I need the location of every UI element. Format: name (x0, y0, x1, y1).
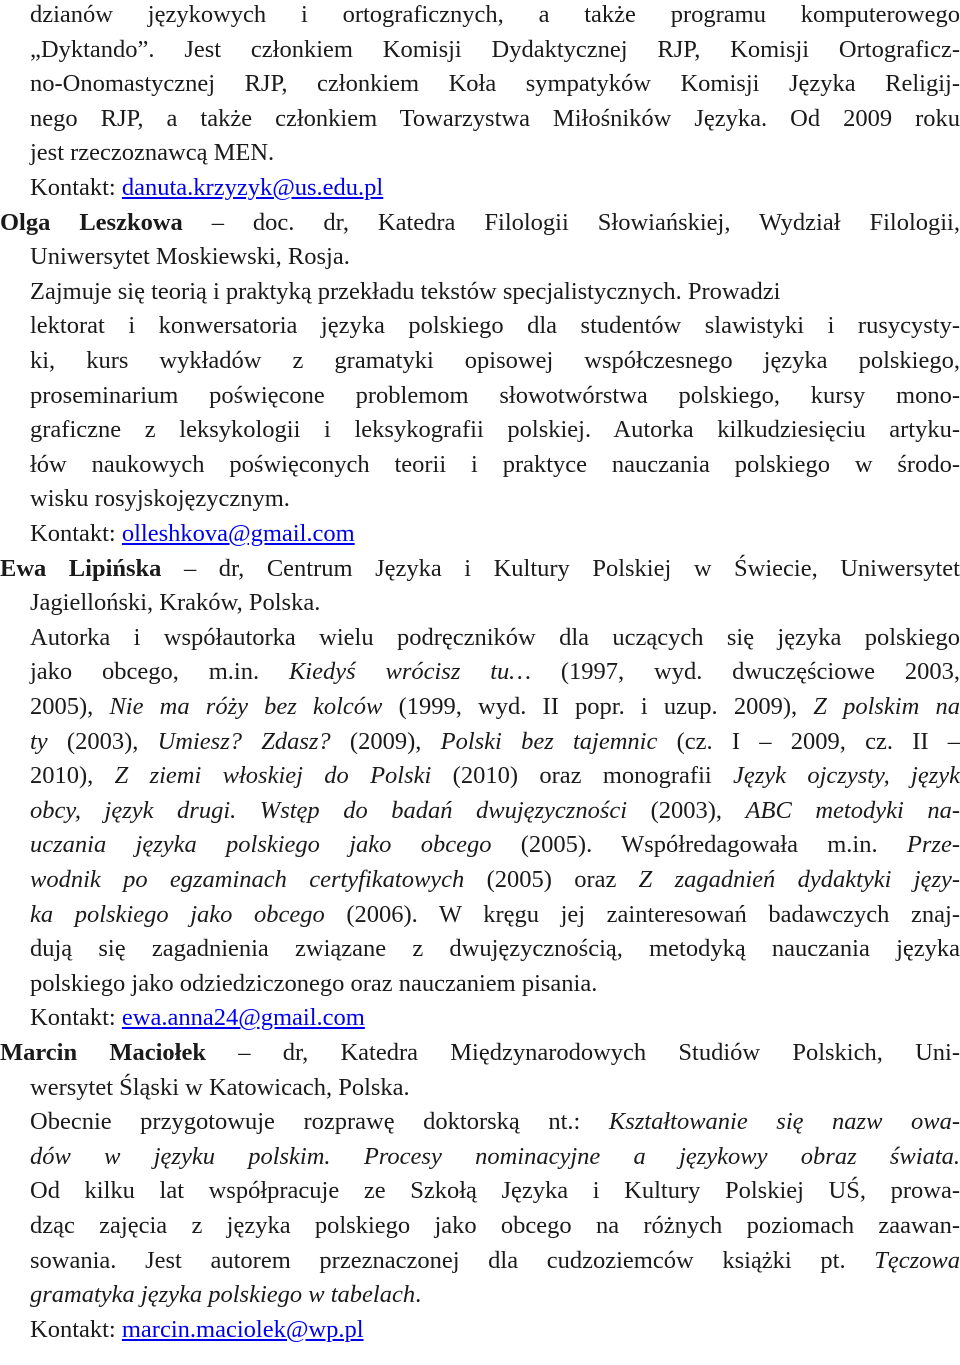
text-run: Kontakt: (30, 174, 122, 201)
text-line (0, 0, 960, 32)
text-run: polskiego jako odziedziczonego oraz nauczaniem pisania. (30, 969, 598, 997)
title-italic: wodnik po egzaminach certyfikatowych (30, 866, 465, 893)
text-run: no-Onomastycznej RJP, członkiem Koła sympatyków Komisji Języka Religij- (30, 70, 960, 98)
text-run: Uniwersytet Moskiewski, Rosja. (30, 243, 350, 271)
text-run: nego RJP, a także członkiem Towarzystwa Miłośników Języka. Od 2009 roku (30, 104, 960, 132)
text-run: Kontakt: (30, 520, 122, 547)
text-line (0, 1105, 960, 1139)
text-line (0, 1071, 960, 1105)
text-line (0, 171, 960, 205)
text-run: (2003), (47, 727, 158, 755)
text-run: wisku rosyjskojęzycznym. (30, 485, 290, 513)
text-line (0, 655, 960, 689)
text-run: Obecnie przygotowuje rozprawę doktorską nt.: (30, 1108, 609, 1136)
text-run: dują się zagadnienia związane z dwujęzycznością, metodyką nauczania języka (30, 935, 960, 963)
text-run: 2010), (30, 762, 115, 790)
text-line (0, 413, 960, 447)
text-line (0, 1278, 960, 1312)
text-run: łów naukowych poświęconych teorii i praktyce nauczania polskiego w środo- (30, 450, 960, 478)
text-line (0, 967, 960, 1001)
text-run: – dr, Katedra Międzynarodowych Studiów Polskich, Uni- (205, 1039, 960, 1066)
text-run: dzianów językowych i ortograficznych, a także programu komputerowego (30, 1, 960, 28)
text-run: (1999, wyd. II popr. i uzup. 2009), (382, 693, 814, 720)
text-run: graficzne z leksykologii i leksykografii polskiej. Autorka kilkudziesięciu artyku- (30, 416, 960, 444)
title-italic: ka polskiego jako obcego (30, 900, 325, 928)
text-run: wersytet Śląski w Katowicach, Polska. (30, 1073, 410, 1101)
text-run: (2003), (627, 796, 746, 824)
title-italic: Nie ma róży bez kolców (109, 693, 383, 720)
text-line (0, 275, 960, 309)
text-line (0, 1140, 960, 1174)
title-italic: Kształtowanie się nazw owa- (608, 1108, 960, 1136)
text-line (0, 1174, 960, 1208)
email-link[interactable]: marcin.maciolek@wp.pl (121, 1315, 364, 1343)
text-run: sowania. Jest autorem przeznaczonej dla cudzoziemców książki pt. (30, 1246, 875, 1274)
text-line (0, 759, 960, 793)
title-italic: Z polskim na (813, 693, 960, 720)
text-line (0, 448, 960, 482)
text-line (0, 1313, 960, 1347)
text-run: Od kilku lat współpracuje ze Szkołą Języka i Kultury Polskiej UŚ, prowa- (30, 1177, 960, 1205)
text-run: lektorat i konwersatoria języka polskiego dla studentów slawistyki i rusycysty- (30, 312, 960, 340)
text-run: – dr, Centrum Języka i Kultury Polskiej w Świecie, Uniwersytet (161, 554, 960, 582)
title-italic: Polski bez tajemnic (440, 727, 658, 755)
text-line (0, 863, 960, 897)
text-line (0, 309, 960, 343)
text-run: Kontakt: (30, 1004, 122, 1032)
text-line (0, 932, 960, 966)
title-italic: gramatyka języka polskiego w tabelach (30, 1281, 416, 1309)
text-run: Autorka i współautorka wielu podręczników dla uczących się języka polskiego (30, 623, 960, 651)
text-line (0, 1001, 960, 1035)
email-link[interactable]: ewa.anna24@gmail.com (121, 1004, 365, 1032)
title-italic: Kiedyś wrócisz tu… (288, 658, 532, 686)
text-run: Zajmuje się teorią i praktyką przekładu tekstów specjalistycznych. Prowadzi (30, 277, 781, 305)
text-run: (2005). Współredagowała m.in. (491, 831, 907, 859)
text-line (0, 33, 960, 67)
text-line (0, 482, 960, 516)
author-name: Marcin Maciołek (0, 1039, 206, 1066)
text-line (0, 517, 960, 551)
text-line (0, 1244, 960, 1278)
email-link[interactable]: olleshkova@gmail.com (121, 520, 355, 547)
text-run: . (415, 1281, 422, 1309)
text-line (0, 794, 960, 828)
title-italic: Z ziemi włoskiej do Polski (114, 762, 432, 790)
text-run: (2010) oraz monografii (431, 762, 734, 790)
text-run: (1997, wyd. dwuczęściowe 2003, (531, 658, 960, 686)
text-line (0, 379, 960, 413)
text-line (0, 344, 960, 378)
text-line (0, 552, 960, 586)
text-line (0, 586, 960, 620)
text-run: jako obcego, m.in. (30, 658, 289, 686)
author-name: Olga Leszkowa (0, 208, 183, 236)
text-line (0, 828, 960, 862)
text-run: (2006). W kręgu jej zainteresowań badawczych znaj- (324, 900, 960, 928)
text-line (0, 136, 960, 170)
text-run: proseminarium poświęcone problemom słowotwórstwa polskiego, kursy mono- (30, 381, 960, 409)
email-link[interactable]: danuta.krzyzyk@us.edu.pl (121, 174, 384, 201)
text-run: dząc zajęcia z języka polskiego jako obcego na różnych poziomach zaawan- (30, 1212, 960, 1239)
text-line (0, 1036, 960, 1070)
text-line (0, 67, 960, 101)
title-italic: Język ojczysty, język (733, 762, 960, 790)
text-line (0, 206, 960, 240)
title-italic: obcy, język drugi. Wstęp do badań dwujęzyczności (30, 796, 628, 824)
text-line (0, 898, 960, 932)
text-run: „Dyktando”. Jest członkiem Komisji Dydaktycznej RJP, Komisji Ortograficz- (30, 35, 960, 63)
text-run: (cz. I – 2009, cz. II – (657, 727, 960, 755)
text-run: (2009), (330, 727, 441, 755)
text-line (0, 240, 960, 274)
title-italic: dów w języku polskim. Procesy nominacyjne a językowy obraz świata. (30, 1142, 960, 1170)
text-line (0, 621, 960, 655)
title-italic: Prze- (906, 831, 960, 859)
title-italic: Umiesz? Zdasz? (157, 727, 331, 755)
text-run: Kontakt: (30, 1315, 122, 1343)
text-run: Jagielloński, Kraków, Polska. (30, 589, 321, 617)
text-run: – doc. dr, Katedra Filologii Słowiańskiej, Wydział Filologii, (182, 208, 960, 236)
text-run: ki, kurs wykładów z gramatyki opisowej współczesnego języka polskiego, (30, 347, 960, 374)
text-line (0, 725, 960, 759)
text-line (0, 1209, 960, 1243)
title-italic: Z zagadnień dydaktyki języ- (638, 866, 960, 893)
title-italic: Tęczowa (874, 1246, 960, 1274)
title-italic: ty (30, 727, 48, 755)
text-run: (2005) oraz (464, 866, 639, 893)
text-run: 2005), (30, 693, 110, 720)
text-run: jest rzeczoznawcą MEN. (30, 139, 275, 167)
text-line (0, 690, 960, 724)
author-name: Ewa Lipińska (0, 554, 162, 582)
title-italic: ABC metodyki na- (745, 796, 960, 824)
title-italic: uczania języka polskiego jako obcego (30, 831, 492, 859)
text-line (0, 102, 960, 136)
